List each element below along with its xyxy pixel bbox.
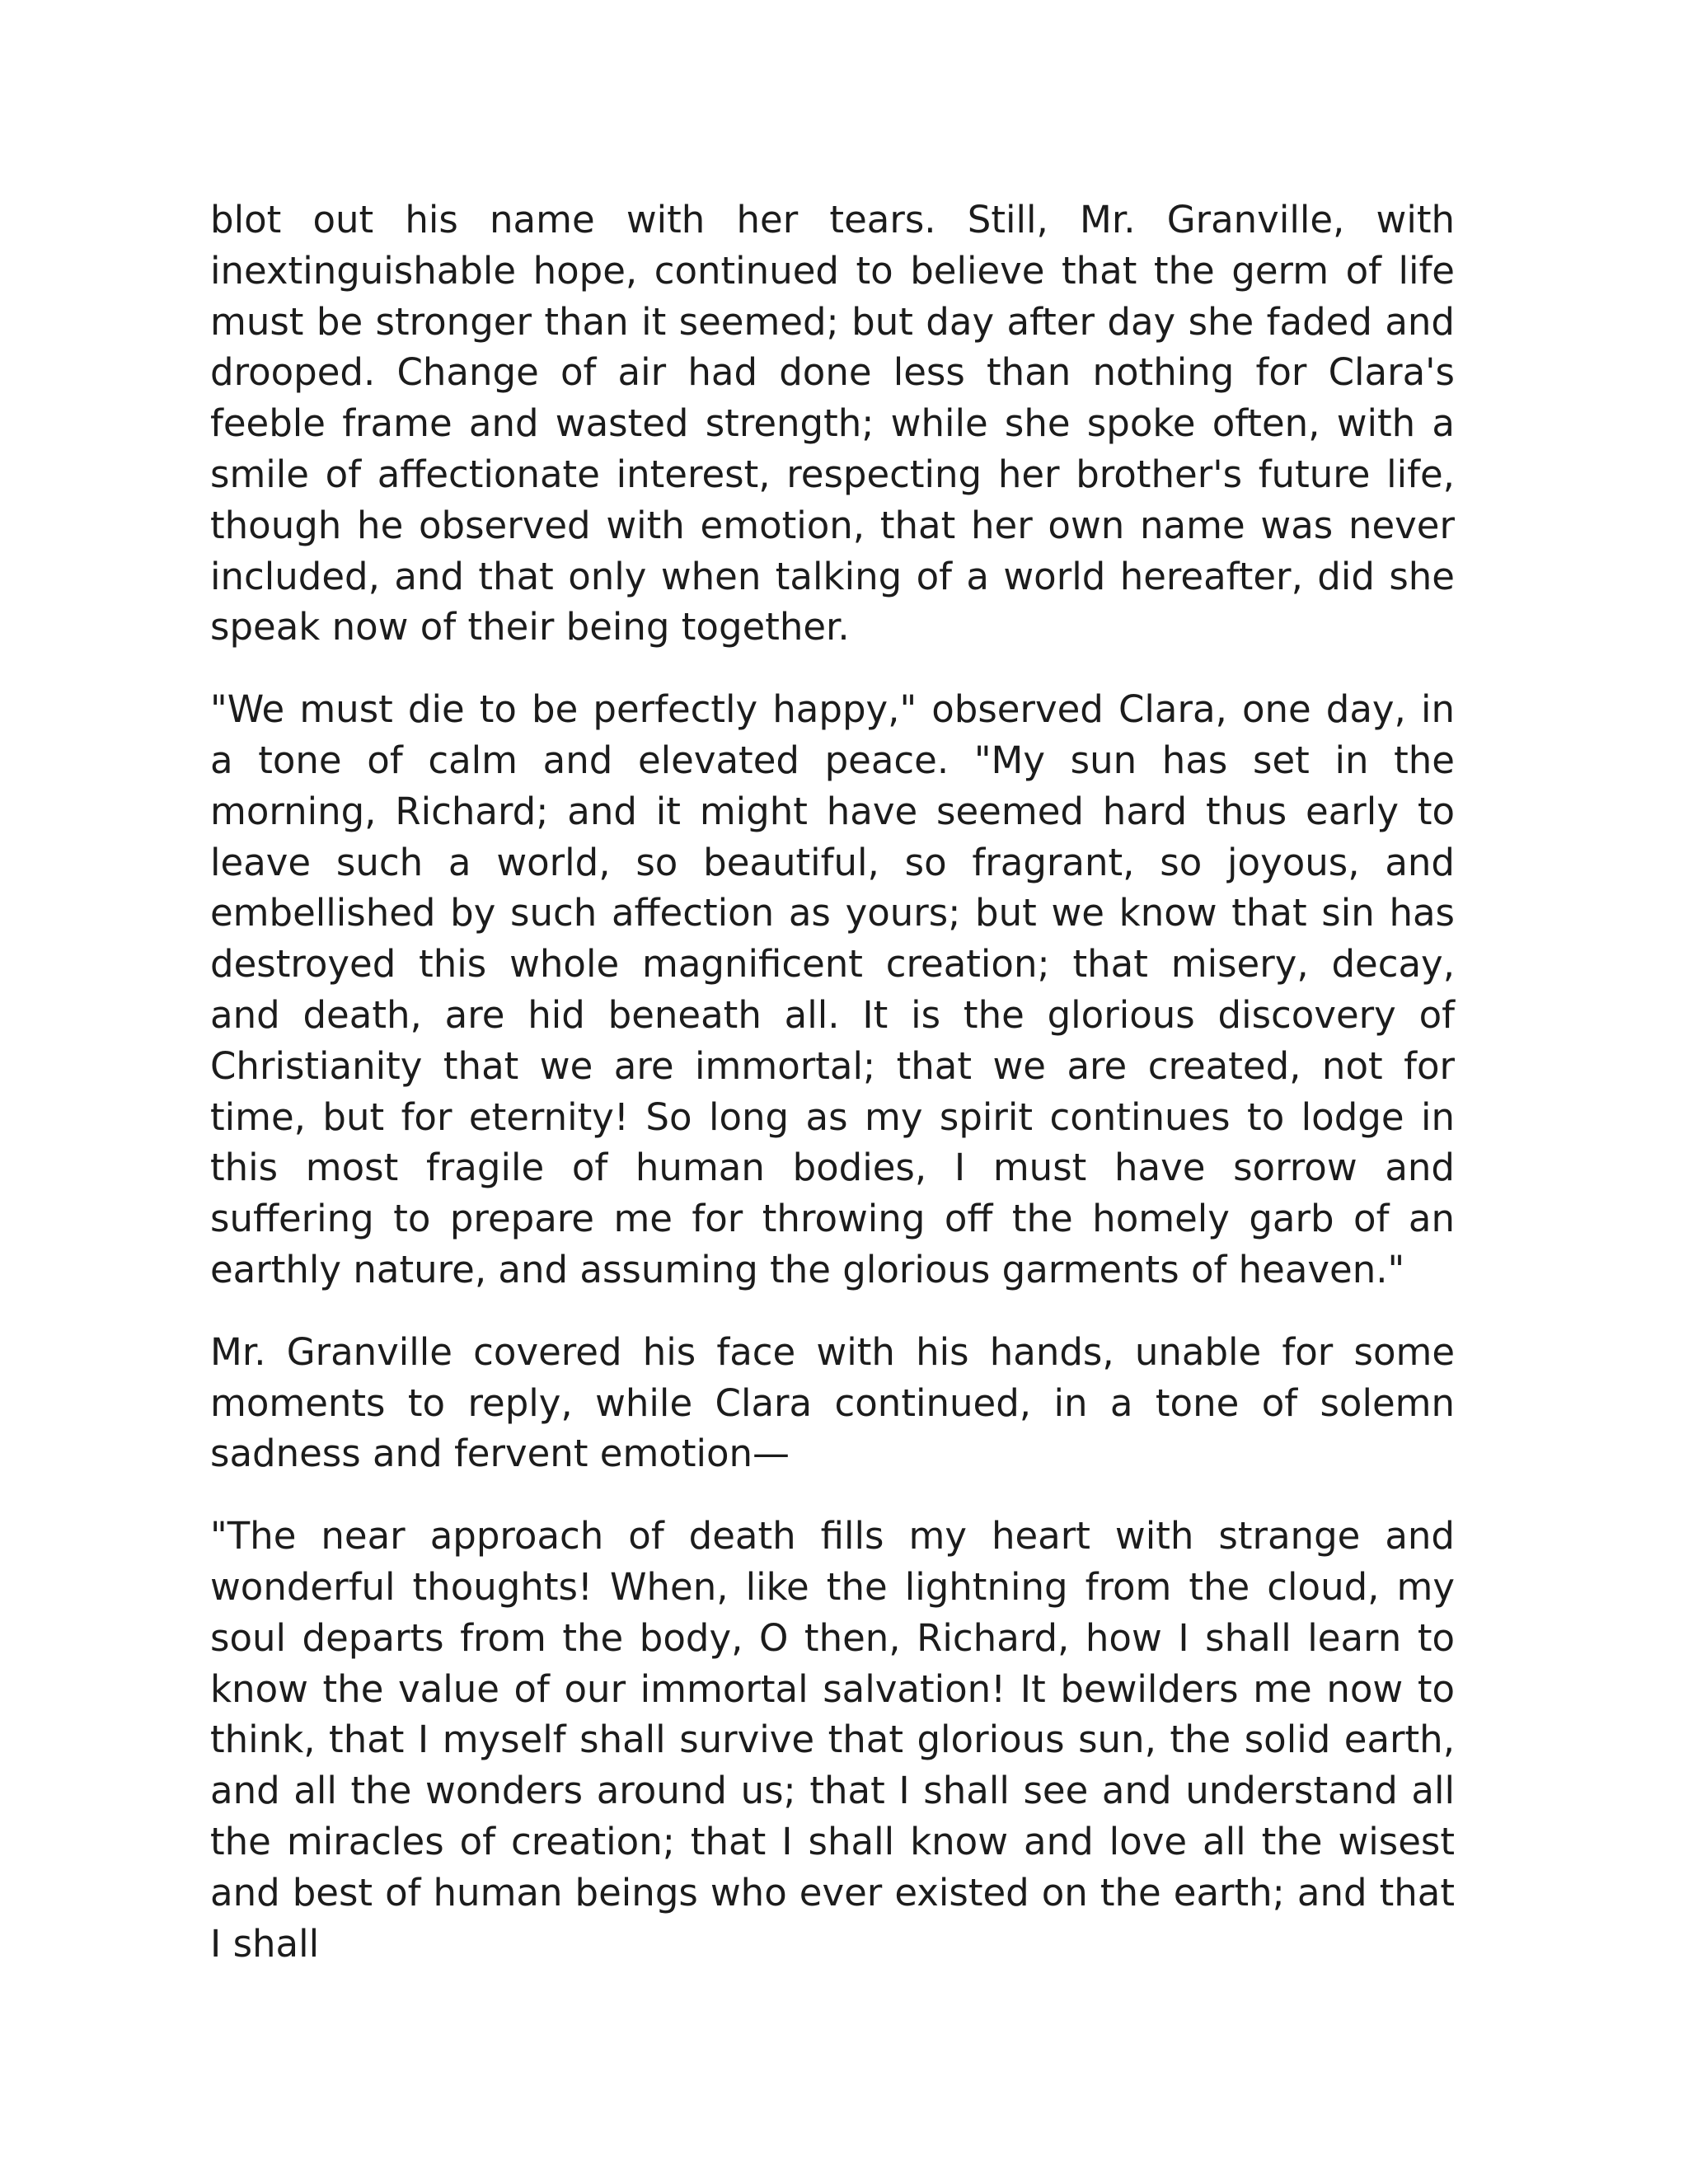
paragraph: "We must die to be perfectly happy," observed Clara, one day, in a tone of calm and elevated peace. "My sun has set in the morning, Richard; and it might have seemed hard thus early to leave such a world, so beautiful, so fragrant, so joyous, and embellished by such affection as yours; but we know that sin has destroyed this whole magnificent creation; that misery, decay, and death, are hid beneath all. It is the glorious discovery of Christianity that we are immortal; that we are created, not for time, but for eternity! So long as my spirit continues to lodge in this most fragile of human bodies, I must have sorrow and suffering to prepare me for throwing off the homely garb of an earthly nature, and assuming the glorious garments of heaven." (210, 687, 1455, 1291)
paragraph: blot out his name with her tears. Still, Mr. Granville, with inextinguishable hope, continued to believe that the germ of life must be stronger than it seemed; but day after day she faded and drooped. Change of air had done less than nothing for Clara's feeble frame and wasted strength; while she spoke often, with a smile of affectionate interest, respecting her brother's future life, though he observed with emotion, that her own name was never included, and that only when talking of a world hereafter, did she speak now of their being together. (210, 198, 1455, 649)
paragraph: "The near approach of death fills my heart with strange and wonderful thoughts! When, like the lightning from the cloud, my soul departs from the body, O then, Richard, how I shall learn to know the value of our immortal salvation! It bewilders me now to think, that I myself shall survive that glorious sun, the solid earth, and all the wonders around us; that I shall see and understand all the miracles of creation; that I shall know and love all the wisest and best of human beings who ever existed on the earth; and that I shall (210, 1514, 1455, 1966)
paragraph: Mr. Granville covered his face with his hands, unable for some moments to reply, while Clara continued, in a tone of solemn sadness and fervent emotion— (210, 1329, 1455, 1476)
page-body (210, 194, 1455, 1969)
